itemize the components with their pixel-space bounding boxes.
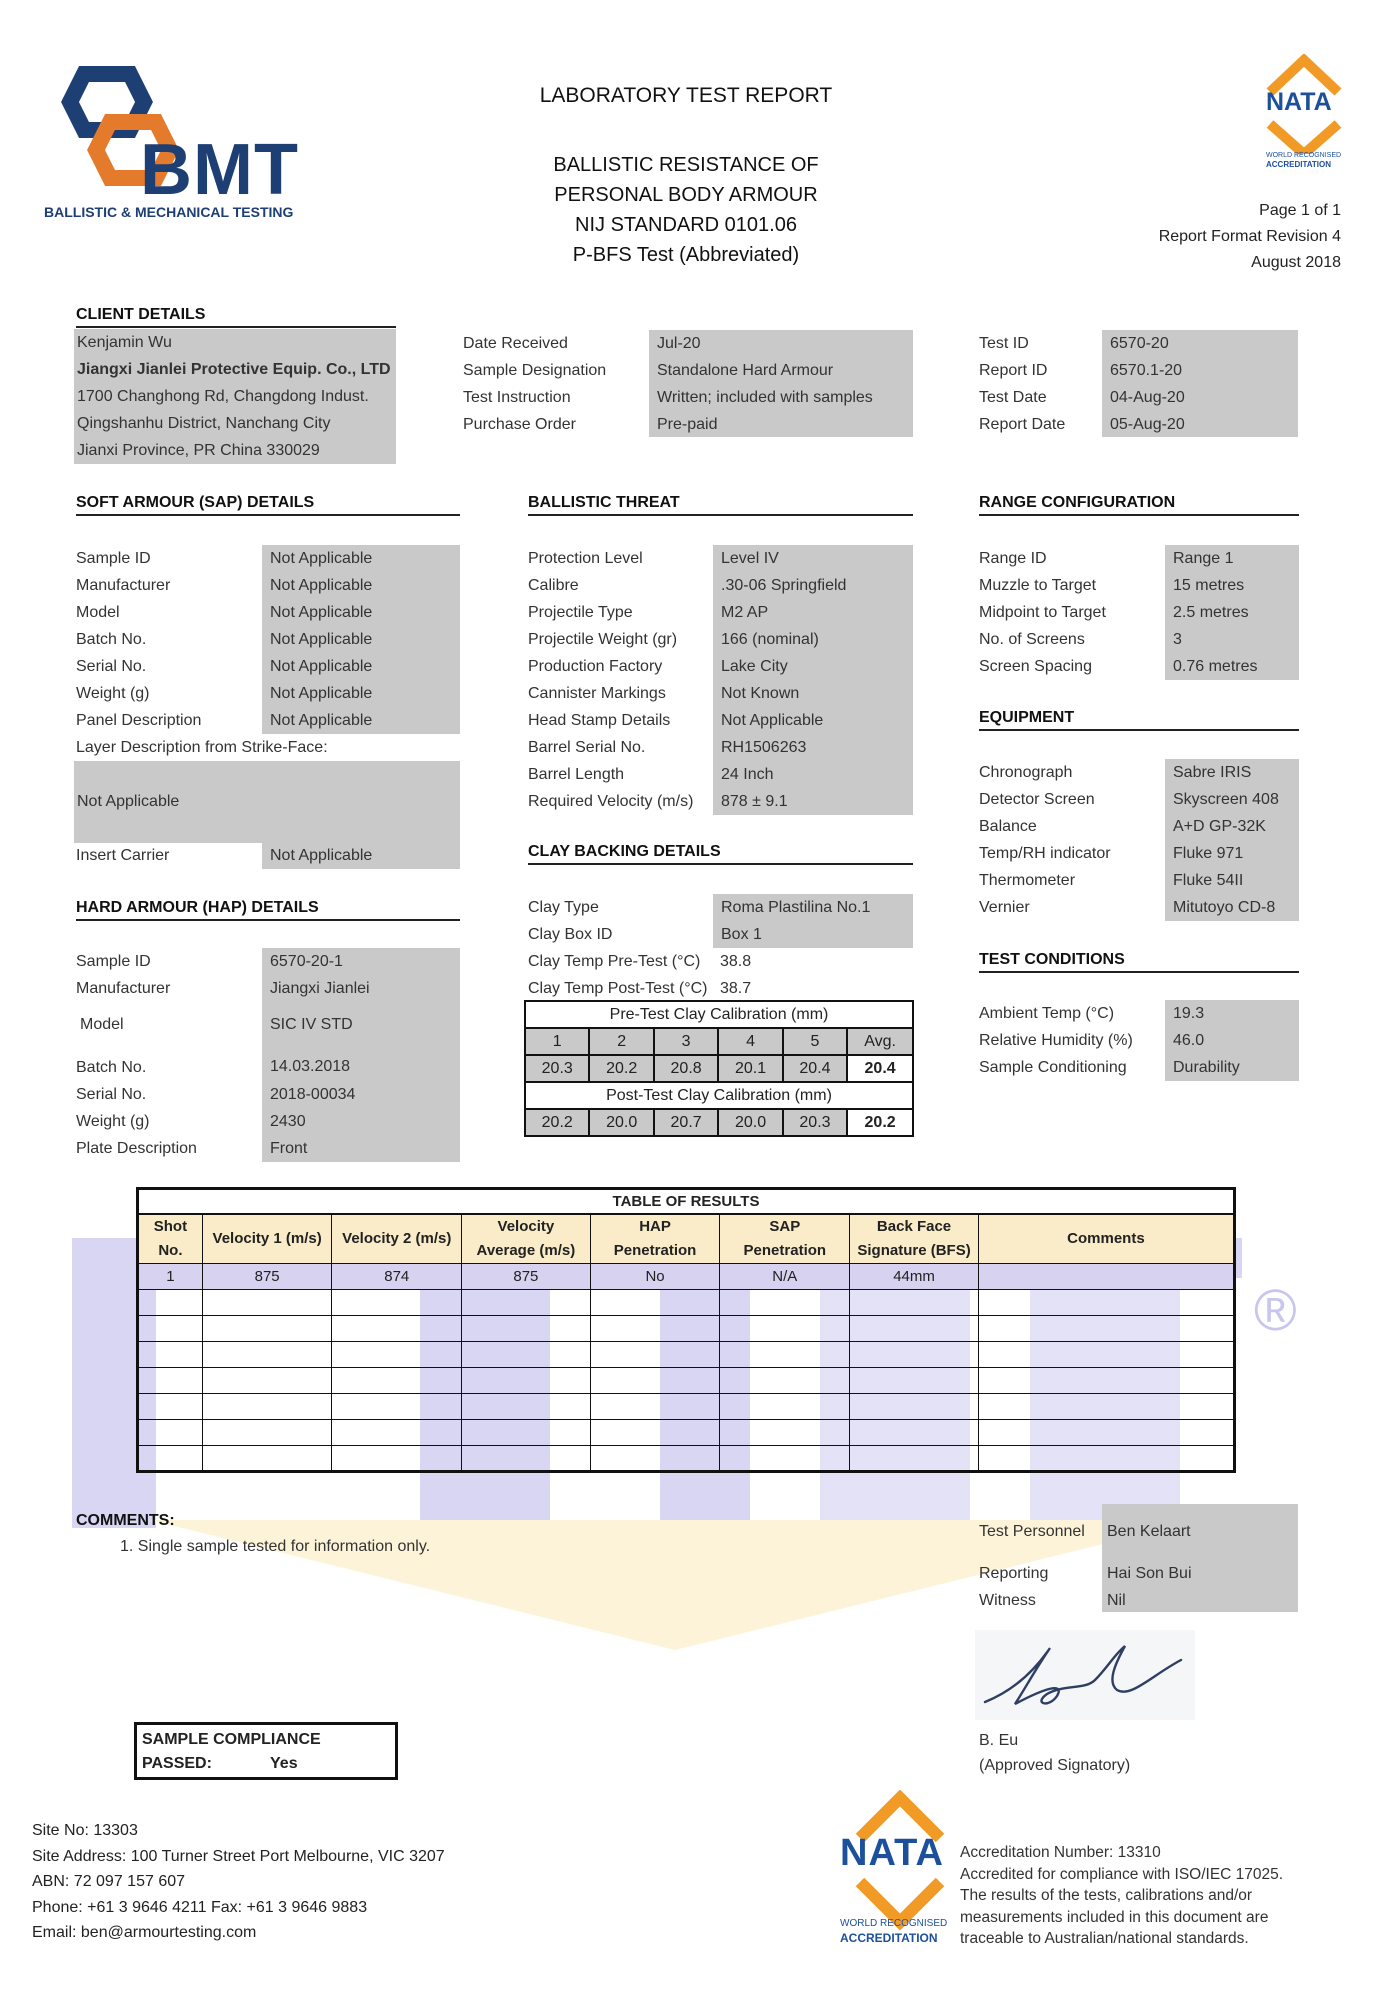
nata-text: NATA [1266,88,1332,116]
nata-text: NATA [840,1832,944,1874]
threat-label: Calibre [528,577,579,594]
velocity1-cell: 875 [202,1263,332,1289]
sap-label: Sample ID [76,550,151,567]
equipment-value: Skyscreen 408 [1165,786,1299,813]
sap-value: Not Applicable [262,599,460,626]
comments-cell [978,1263,1234,1289]
range-value: Range 1 [1165,545,1299,572]
pre-calibration-value: 20.3 [525,1055,589,1082]
post-calibration-value: 20.0 [718,1109,782,1136]
receipt-label: Test Instruction [463,389,571,406]
equipment-label: Temp/RH indicator [979,845,1111,862]
personnel-label: Reporting [979,1565,1049,1582]
threat-heading: BALLISTIC THREAT [528,494,913,516]
accreditation-text [960,1842,1283,1950]
sample-compliance-box [134,1722,398,1780]
pre-calibration-value: 20.8 [654,1055,718,1082]
calibration-col-header: Avg. [847,1028,913,1055]
hap-value: 14.03.2018 [262,1047,460,1081]
header-text: Comments [1067,1229,1145,1247]
conditions-heading: TEST CONDITIONS [979,951,1299,973]
calibration-col-header: 5 [783,1028,847,1055]
pre-calibration-title: Pre-Test Clay Calibration (mm) [525,1001,913,1028]
threat-value: Not Applicable [713,707,913,734]
revision-date: August 2018 [1251,254,1341,271]
receipt-value: Jul-20 [649,330,913,357]
sap-value: Not Applicable [262,626,460,653]
personnel-value: Hai Son Bui [1107,1565,1192,1582]
range-label: No. of Screens [979,631,1085,648]
header-text: Velocity 2 (m/s) [342,1229,452,1247]
equipment-value: Fluke 54II [1165,867,1299,894]
accreditation-line: traceable to Australian/national standards. [960,1930,1249,1947]
conditions-label: Sample Conditioning [979,1059,1127,1076]
accreditation-line: Accredited for compliance with ISO/IEC 17025. [960,1865,1284,1883]
header-text: Back Face [876,1217,952,1235]
equipment-value: Mitutoyo CD-8 [1165,894,1299,921]
results-empty-row [138,1315,1235,1341]
test-id-value: 6570-20 [1102,330,1298,357]
signatory-name: B. Eu [979,1732,1019,1749]
threat-label: Barrel Serial No. [528,739,646,756]
results-empty-row [138,1367,1235,1393]
report-subtitle [468,150,904,270]
hap-value: Jiangxi Jianlei [262,975,460,1002]
sap-label: Batch No. [76,631,147,648]
hap-label: Sample ID [76,953,151,970]
header-text: Penetration [613,1241,697,1259]
sap-penetration-cell: N/A [720,1263,850,1289]
post-calibration-average: 20.2 [847,1109,913,1136]
hap-label: Manufacturer [76,980,171,997]
range-label: Range ID [979,550,1047,567]
range-label: Midpoint to Target [979,604,1106,621]
threat-label: Cannister Markings [528,685,666,702]
threat-label: Production Factory [528,658,663,675]
clay-calibration-table [524,1000,914,1137]
hap-penetration-cell: No [590,1263,720,1289]
pre-calibration-average: 20.4 [847,1055,913,1082]
accreditation-line: Accreditation Number: 13310 [960,1844,1161,1861]
nata-sub2: ACCREDITATION [1266,160,1332,169]
results-empty-row [138,1445,1235,1471]
client-company: Jiangxi Jianlei Protective Equip. Co., LTD [77,361,391,378]
accreditation-line: measurements included in this document are [960,1908,1269,1926]
calibration-col-header: 3 [654,1028,718,1055]
results-col-header [332,1214,462,1264]
hap-value: 2430 [262,1108,460,1135]
calibration-col-header: 4 [718,1028,782,1055]
receipt-value: Written; included with samples [649,384,913,411]
hap-value: 6570-20-1 [262,948,460,975]
sap-label: Model [76,604,120,621]
test-id-value: 6570.1-20 [1102,357,1298,384]
clay-label: Clay Type [528,899,599,916]
calibration-col-header: 1 [525,1028,589,1055]
personnel-value: Ben Kelaart [1107,1523,1191,1540]
sap-label: Panel Description [76,712,202,729]
clay-heading: CLAY BACKING DETAILS [528,843,913,865]
shot-no-cell: 1 [138,1263,203,1289]
header-text: Average (m/s) [476,1241,576,1259]
sap-label: Weight (g) [76,685,150,702]
equipment-label: Detector Screen [979,791,1095,808]
subtitle-line: BALLISTIC RESISTANCE OF [553,154,819,176]
results-col-header [720,1214,850,1264]
results-empty-row [138,1419,1235,1445]
velocity2-cell: 874 [332,1263,462,1289]
clay-value: Roma Plastilina No.1 [713,894,913,921]
compliance-heading: SAMPLE COMPLIANCE [142,1731,321,1748]
threat-value: Not Known [713,680,913,707]
test-id-label: Test ID [979,335,1029,352]
pre-calibration-value: 20.4 [783,1055,847,1082]
header-text: HAP [639,1217,671,1235]
clay-label: Clay Temp Pre-Test (°C) [528,953,701,970]
personnel-value: Nil [1107,1592,1126,1609]
results-empty-row [138,1393,1235,1419]
header-text: Signature (BFS) [857,1241,971,1259]
compliance-label: PASSED: [142,1755,212,1772]
site-info [32,1818,445,1946]
sap-value: Not Applicable [262,572,460,599]
header-text: Penetration [743,1241,827,1259]
client-contact: Kenjamin Wu [77,334,172,351]
comment-item: 1. Single sample tested for information only. [120,1538,431,1555]
sap-value: Not Applicable [262,707,460,734]
range-value: 15 metres [1165,572,1299,599]
test-id-label: Report Date [979,416,1066,433]
range-value: 3 [1165,626,1299,653]
range-value: 0.76 metres [1165,653,1299,680]
threat-label: Projectile Weight (gr) [528,631,678,648]
results-col-header [462,1214,591,1264]
threat-value: .30-06 Springfield [713,572,913,599]
threat-label: Head Stamp Details [528,712,671,729]
results-row [138,1263,1235,1289]
threat-value: RH1506263 [713,734,913,761]
equipment-value: Fluke 971 [1165,840,1299,867]
sap-value: Not Applicable [262,680,460,707]
nata-sub2: ACCREDITATION [840,1931,938,1945]
threat-value: Level IV [713,545,913,572]
personnel-label: Test Personnel [979,1523,1085,1540]
site-email: Email: ben@armourtesting.com [32,1924,257,1941]
bfs-cell: 44mm [850,1263,979,1289]
results-empty-row [138,1289,1235,1315]
clay-label: Clay Temp Post-Test (°C) [528,980,708,997]
insert-carrier-value: Not Applicable [262,842,460,869]
threat-label: Protection Level [528,550,643,567]
hap-value: Front [262,1135,460,1162]
threat-value: 878 ± 9.1 [713,788,913,815]
accreditation-line: The results of the tests, calibrations and/or [960,1887,1253,1904]
subtitle-line: P-BFS Test (Abbreviated) [572,244,800,266]
post-calibration-value: 20.2 [525,1109,589,1136]
threat-label: Barrel Length [528,766,625,783]
insert-carrier-label: Insert Carrier [76,847,170,864]
threat-label: Projectile Type [528,604,633,621]
hap-label: Plate Description [76,1140,197,1157]
results-col-header [850,1214,979,1264]
conditions-label: Ambient Temp (°C) [979,1005,1115,1022]
site-number: Site No: 13303 [32,1822,138,1839]
signature-image [975,1630,1195,1720]
client-address: 1700 Changhong Rd, Changdong Indust. [77,388,369,405]
hap-value: SIC IV STD [262,1002,460,1047]
range-heading: RANGE CONFIGURATION [979,494,1299,516]
test-id-value: 05-Aug-20 [1102,411,1298,437]
client-block [74,329,396,464]
equipment-label: Chronograph [979,764,1073,781]
site-address: Site Address: 100 Turner Street Port Melbourne, VIC 3207 [32,1847,445,1865]
pre-calibration-value: 20.1 [718,1055,782,1082]
test-id-label: Test Date [979,389,1047,406]
calibration-col-header: 2 [589,1028,653,1055]
site-phone: Phone: +61 3 9646 4211 Fax: +61 3 9646 9883 [32,1898,368,1916]
results-header-row [138,1214,1235,1264]
hap-label: Serial No. [76,1086,147,1103]
header-text: Shot [153,1217,188,1235]
clay-value: 38.7 [713,975,913,1002]
nata-sub1: WORLD RECOGNISED [1266,152,1342,159]
pre-calibration-value: 20.2 [589,1055,653,1082]
sap-label: Serial No. [76,658,147,675]
client-address: Jianxi Province, PR China 330029 [77,442,320,459]
hap-label: Batch No. [76,1059,147,1076]
clay-label: Clay Box ID [528,926,613,943]
signatory-role: (Approved Signatory) [979,1757,1131,1774]
range-value: 2.5 metres [1165,599,1299,626]
subtitle-line: NIJ STANDARD 0101.06 [575,214,797,236]
clay-value: 38.8 [713,948,913,975]
hap-heading: HARD ARMOUR (HAP) DETAILS [76,899,460,921]
equipment-label: Balance [979,818,1037,835]
site-abn: ABN: 72 097 157 607 [32,1873,186,1890]
threat-value: Lake City [713,653,913,680]
equipment-label: Vernier [979,899,1030,916]
results-col-header [978,1214,1234,1264]
results-col-header [590,1214,720,1264]
post-calibration-value: 20.0 [589,1109,653,1136]
header-text: No. [158,1241,183,1259]
test-id-value: 04-Aug-20 [1102,384,1298,411]
personnel-label: Witness [979,1592,1036,1609]
velocity-average-cell: 875 [462,1263,591,1289]
subtitle-line: PERSONAL BODY ARMOUR [554,184,818,206]
layer-description-label: Layer Description from Strike-Face: [76,739,328,756]
hap-label: Weight (g) [76,1113,150,1130]
hap-value: 2018-00034 [262,1081,460,1108]
threat-value: 166 (nominal) [713,626,913,653]
format-revision: Report Format Revision 4 [1158,228,1341,245]
conditions-value: Durability [1165,1054,1299,1081]
header-text: Velocity [497,1217,555,1235]
sap-value: Not Applicable [262,545,460,572]
report-meta [1159,198,1341,276]
client-address: Qingshanhu District, Nanchang City [77,415,331,432]
receipt-label: Date Received [463,335,568,352]
bmt-tagline: BALLISTIC & MECHANICAL TESTING [44,204,294,220]
results-title: TABLE OF RESULTS [138,1189,1235,1214]
results-col-header [202,1214,332,1264]
equipment-value: Sabre IRIS [1165,759,1299,786]
threat-label: Required Velocity (m/s) [528,793,694,810]
report-title: LABORATORY TEST REPORT [539,84,833,107]
post-calibration-value: 20.3 [783,1109,847,1136]
conditions-value: 46.0 [1165,1027,1299,1054]
threat-value: 24 Inch [713,761,913,788]
results-col-header [138,1214,203,1264]
equipment-value: A+D GP-32K [1165,813,1299,840]
receipt-value: Standalone Hard Armour [649,357,913,384]
page-number: Page 1 of 1 [1259,202,1341,219]
results-table [136,1187,1236,1473]
results-empty-row [138,1341,1235,1367]
sap-heading: SOFT ARMOUR (SAP) DETAILS [76,494,460,516]
equipment-heading: EQUIPMENT [979,709,1299,731]
sap-label: Manufacturer [76,577,171,594]
clay-value: Box 1 [713,921,913,948]
header-text: Velocity 1 (m/s) [212,1229,322,1247]
hap-label: Model [80,1016,124,1033]
conditions-value: 19.3 [1165,1000,1299,1027]
equipment-label: Thermometer [979,872,1076,889]
bmt-logo-text: BMT [140,130,299,210]
post-calibration-title: Post-Test Clay Calibration (mm) [525,1082,913,1109]
threat-value: M2 AP [713,599,913,626]
range-label: Screen Spacing [979,658,1092,675]
layer-description-value: Not Applicable [74,761,460,843]
client-heading: CLIENT DETAILS [76,306,396,328]
comments-heading: COMMENTS: [76,1512,175,1529]
receipt-label: Sample Designation [463,362,607,379]
nata-sub1: WORLD RECOGNISED [840,1918,948,1929]
compliance-result [142,1752,390,1776]
range-label: Muzzle to Target [979,577,1097,594]
compliance-value: Yes [270,1755,298,1772]
registered-mark: ® [1254,1278,1297,1343]
sap-value: Not Applicable [262,653,460,680]
test-id-label: Report ID [979,362,1048,379]
post-calibration-value: 20.7 [654,1109,718,1136]
header-text: SAP [769,1217,801,1235]
receipt-label: Purchase Order [463,416,576,433]
receipt-value: Pre-paid [649,411,913,437]
conditions-label: Relative Humidity (%) [979,1032,1133,1049]
